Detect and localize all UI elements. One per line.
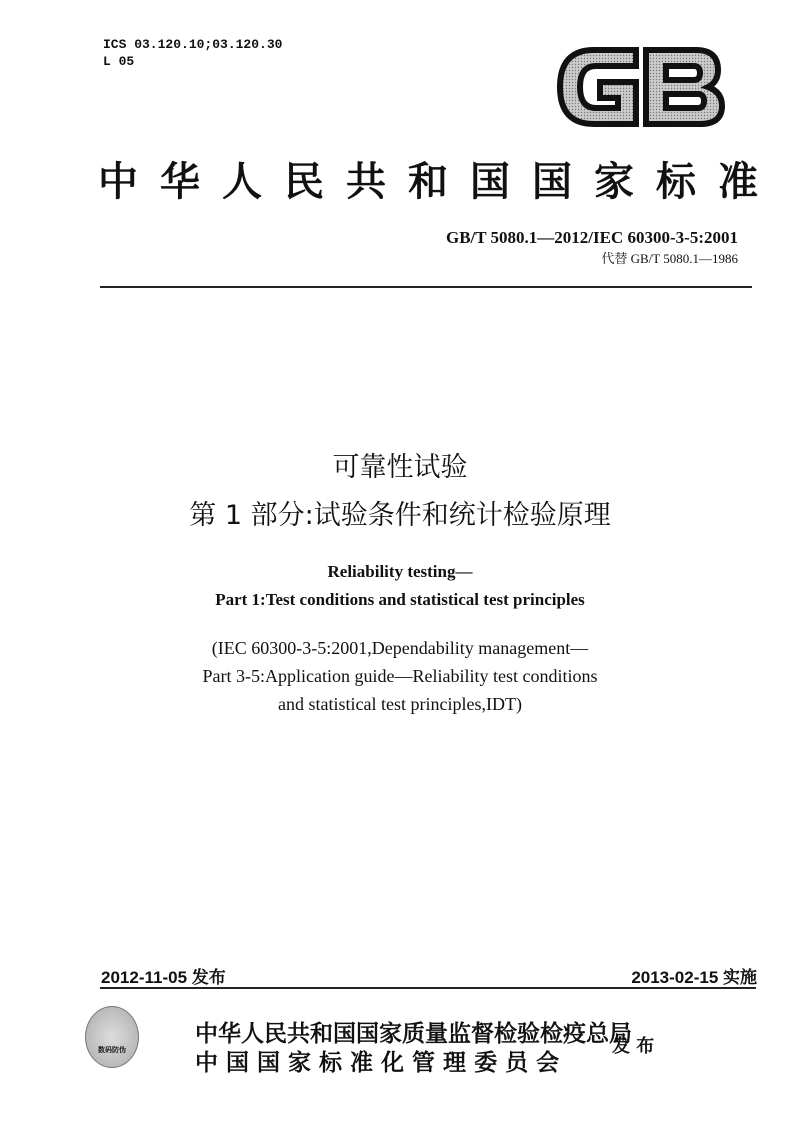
- heading-char: 国: [532, 158, 572, 205]
- title-en-line2: Part 1:Test conditions and statistical test principles: [215, 590, 585, 609]
- title-en-line1: Reliability testing—: [327, 562, 473, 581]
- title-cn-line1: 可靠性试验: [332, 452, 468, 483]
- gb-logo: [556, 42, 726, 132]
- heading-char: 国: [470, 158, 510, 205]
- heading-char: 标: [656, 158, 696, 205]
- publisher-aqsiq: 中华人民共和国国家质量监督检验检疫总局: [195, 1021, 632, 1047]
- heading-char: 共: [346, 158, 386, 205]
- heading-char: 中: [98, 158, 138, 205]
- national-standard-heading: [98, 150, 758, 207]
- bottom-divider: [100, 987, 756, 989]
- stamp-text: 数码防伪: [98, 1045, 126, 1054]
- issue-date: 2012-11-05 发布: [101, 968, 226, 987]
- top-divider: [100, 286, 752, 288]
- iec-ref-line3: and statistical test principles,IDT): [278, 694, 522, 714]
- heading-char: 和: [408, 158, 448, 205]
- iec-ref-line2: Part 3-5:Application guide—Reliability test conditions: [202, 666, 598, 686]
- heading-char: 家: [594, 158, 634, 205]
- standard-code: GB/T 5080.1—2012/IEC 60300-3-5:2001: [445, 228, 738, 247]
- heading-char: 准: [718, 158, 758, 205]
- replaces-note: 代替 GB/T 5080.1—1986: [601, 251, 738, 266]
- anti-counterfeit-stamp: [85, 1006, 139, 1068]
- classification-codes: [103, 36, 282, 70]
- publisher-sac: 中 国 国 家 标 准 化 管 理 委 员 会: [195, 1050, 560, 1076]
- iec-ref-line1: (IEC 60300-3-5:2001,Dependability management—: [211, 638, 589, 658]
- heading-char: 人: [222, 158, 262, 205]
- heading-char: 华: [160, 158, 200, 205]
- ccs-code: L 05: [103, 54, 135, 69]
- effective-date: 2013-02-15 实施: [631, 968, 757, 987]
- publish-label: 发 布: [612, 1036, 655, 1057]
- ics-code: ICS 03.120.10;03.120.30: [103, 37, 283, 52]
- heading-char: 民: [284, 158, 324, 205]
- title-cn-line2: 第 1 部分:试验条件和统计检验原理: [189, 500, 611, 531]
